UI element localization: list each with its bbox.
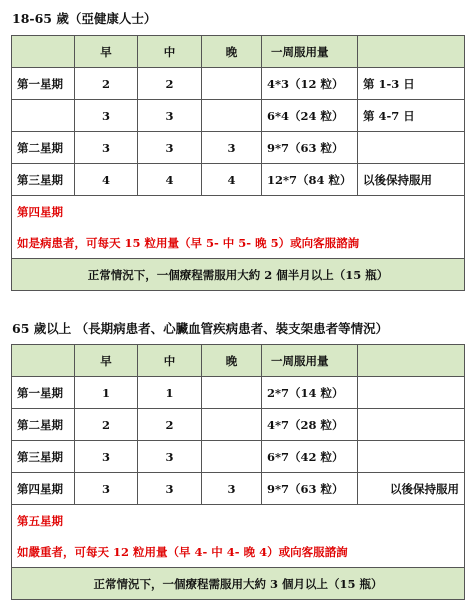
table-row	[12, 377, 465, 409]
noon-dose: 3	[138, 132, 202, 164]
header-evening: 晚	[202, 345, 262, 377]
week-label: 第四星期	[12, 473, 75, 505]
table-row	[12, 164, 465, 196]
noon-dose: 3	[138, 441, 202, 473]
evening-dose	[202, 409, 262, 441]
evening-dose: 4	[202, 164, 262, 196]
morning-dose: 4	[75, 164, 138, 196]
row-note: 第 1-3 日	[358, 68, 465, 100]
extra-week-label: 第五星期	[12, 505, 465, 537]
row-note	[358, 377, 465, 409]
noon-dose: 2	[138, 68, 202, 100]
extra-week-label: 第四星期	[12, 196, 465, 228]
patient-note-row	[12, 227, 465, 259]
header-note	[358, 36, 465, 68]
evening-dose	[202, 100, 262, 132]
weekly-total: 4*7（28 粒）	[262, 409, 358, 441]
summary-row	[12, 259, 465, 291]
week-label: 第三星期	[12, 441, 75, 473]
section1-heading: 18-65 歲（亞健康人士）	[12, 11, 157, 26]
header-note	[358, 345, 465, 377]
morning-dose: 3	[75, 132, 138, 164]
row-note: 以後保持服用	[358, 164, 465, 196]
table-row	[12, 68, 465, 100]
noon-dose: 1	[138, 377, 202, 409]
header-morning: 早	[75, 345, 138, 377]
morning-dose: 3	[75, 441, 138, 473]
weekly-total: 4*3（12 粒）	[262, 68, 358, 100]
row-note: 以後保持服用	[358, 473, 465, 505]
morning-dose: 2	[75, 68, 138, 100]
morning-dose: 1	[75, 377, 138, 409]
table-header-row	[12, 345, 465, 377]
noon-dose: 2	[138, 409, 202, 441]
table-header-row	[12, 36, 465, 68]
header-blank	[12, 345, 75, 377]
header-blank	[12, 36, 75, 68]
extra-week-row	[12, 196, 465, 228]
header-weekly-total: 一周服用量	[262, 36, 358, 68]
weekly-total: 12*7（84 粒）	[262, 164, 358, 196]
table-row	[12, 132, 465, 164]
header-morning: 早	[75, 36, 138, 68]
table-row	[12, 473, 465, 505]
patient-note: 如是病患者，可每天 15 粒用量（早 5- 中 5- 晚 5）或向客服諮詢	[12, 227, 465, 259]
week-label: 第一星期	[12, 68, 75, 100]
patient-note-row	[12, 536, 465, 568]
evening-dose: 3	[202, 132, 262, 164]
header-noon: 中	[138, 36, 202, 68]
morning-dose: 2	[75, 409, 138, 441]
dosage-table-18-65	[11, 35, 465, 291]
weekly-total: 9*7（63 粒）	[262, 473, 358, 505]
weekly-total: 2*7（14 粒）	[262, 377, 358, 409]
noon-dose: 3	[138, 100, 202, 132]
course-summary: 正常情況下，一個療程需服用大約 3 個月以上（15 瓶）	[12, 568, 465, 600]
row-note	[358, 441, 465, 473]
table-row	[12, 409, 465, 441]
header-noon: 中	[138, 345, 202, 377]
evening-dose: 3	[202, 473, 262, 505]
section2-heading: 65 歲以上 （長期病患者、心臟血管疾病患者、裝支架患者等情況）	[12, 321, 389, 336]
header-evening: 晚	[202, 36, 262, 68]
weekly-total: 6*4（24 粒）	[262, 100, 358, 132]
noon-dose: 3	[138, 473, 202, 505]
row-note	[358, 132, 465, 164]
morning-dose: 3	[75, 100, 138, 132]
row-note: 第 4-7 日	[358, 100, 465, 132]
noon-dose: 4	[138, 164, 202, 196]
header-weekly-total: 一周服用量	[262, 345, 358, 377]
week-label: 第二星期	[12, 409, 75, 441]
extra-week-row	[12, 505, 465, 537]
course-summary: 正常情況下，一個療程需服用大約 2 個半月以上（15 瓶）	[12, 259, 465, 291]
week-label: 第二星期	[12, 132, 75, 164]
week-label: 第一星期	[12, 377, 75, 409]
patient-note: 如嚴重者，可每天 12 粒用量（早 4- 中 4- 晚 4）或向客服諮詢	[12, 536, 465, 568]
evening-dose	[202, 68, 262, 100]
table-row	[12, 100, 465, 132]
weekly-total: 6*7（42 粒）	[262, 441, 358, 473]
dosage-table-65-plus	[11, 344, 465, 600]
table-row	[12, 441, 465, 473]
row-note	[358, 409, 465, 441]
morning-dose: 3	[75, 473, 138, 505]
summary-row	[12, 568, 465, 600]
weekly-total: 9*7（63 粒）	[262, 132, 358, 164]
evening-dose	[202, 377, 262, 409]
week-label	[12, 100, 75, 132]
week-label: 第三星期	[12, 164, 75, 196]
evening-dose	[202, 441, 262, 473]
